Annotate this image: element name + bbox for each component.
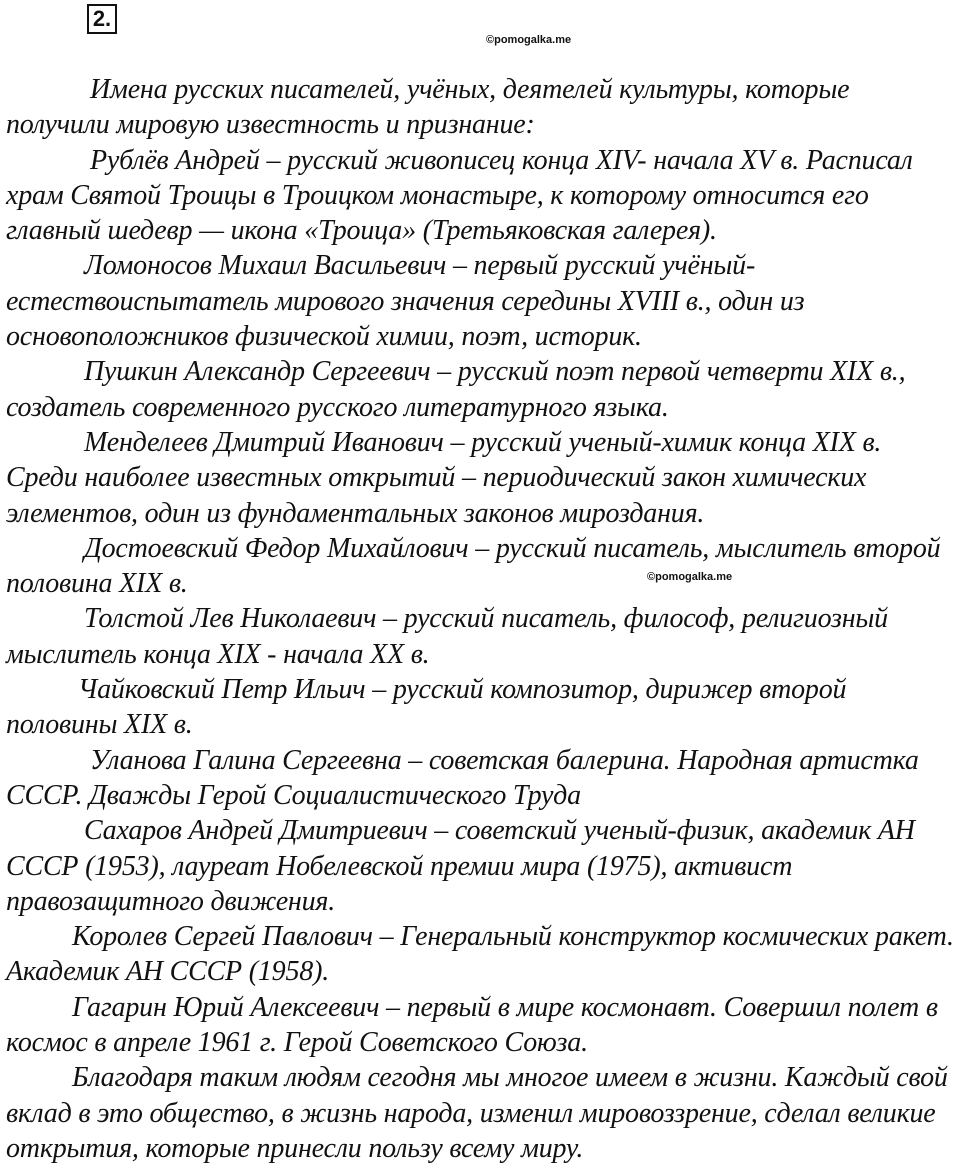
paragraph-pushkin: Пушкин Александр Сергеевич – русский поэт первой четверти XIX в., создатель современного русского литературного языка. (6, 356, 906, 423)
paragraph-lomonosov: Ломоносов Михаил Васильевич – первый русский учёный-естествоиспытатель мирового значения середины XVIII в., один из основоположников физической химии, поэт, историк. (6, 250, 805, 353)
paragraph-tchaikovsky: Чайковский Петр Ильич – русский композитор, дирижер второй половины XIX в. (6, 674, 847, 741)
watermark-top: ©pomogalka.me (486, 34, 572, 46)
task-number-box: 2. (87, 4, 117, 34)
paragraph-intro: Имена русских писателей, учёных, деятелей культуры, которые получили мировую известность и признание: (6, 74, 850, 141)
paragraph-rublev: Рублёв Андрей – русский живописец конца XIV- начала XV в. Расписал храм Святой Троицы в Троицком монастыре, к которому относится его главный шедевр — икона «Троица» (Третьяковская галерея). (6, 144, 913, 247)
paragraph-mendeleev: Менделеев Дмитрий Иванович – русский ученый-химик конца XIX в. Среди наиболее известных открытий – периодический закон химических элементов, один из фундаментальных законов мироздания. (6, 426, 882, 529)
paragraph-dostoevsky: Достоевский Федор Михайлович – русский писатель, мыслитель второй половина XIX в. (6, 532, 941, 600)
paragraph-sakharov: Сахаров Андрей Дмитриевич – советский ученый-физик, академик АН СССР (1953), лауреат Нобелевской премии мира (1975), активист правозащитного движения. (6, 815, 915, 917)
answer-text (6, 72, 958, 1166)
paragraph-korolev: Королев Сергей Павлович – Генеральный конструктор космических ракет. Академик АН СССР (1958). (6, 921, 954, 988)
paragraph-tolstoy: Толстой Лев Николаевич – русский писатель, философ, религиозный мыслитель конца XIX - начала XX в. (6, 603, 888, 670)
watermark-middle: ©pomogalka.me (647, 571, 733, 583)
paragraph-conclusion: Благодаря таким людям сегодня мы многое имеем в жизни. Каждый свой вклад в это общество, в жизнь народа, изменил мировоззрение, сделал великие открытия, которые принесли пользу всему миру. (6, 1062, 948, 1164)
paragraph-gagarin: Гагарин Юрий Алексеевич – первый в мире космонавт. Совершил полет в космос в апреле 1961 г. Герой Советского Союза. (6, 991, 938, 1059)
paragraph-ulanova: Уланова Галина Сергеевна – советская балерина. Народная артистка СССР. Дважды Герой Социалистического Труда (6, 744, 919, 811)
